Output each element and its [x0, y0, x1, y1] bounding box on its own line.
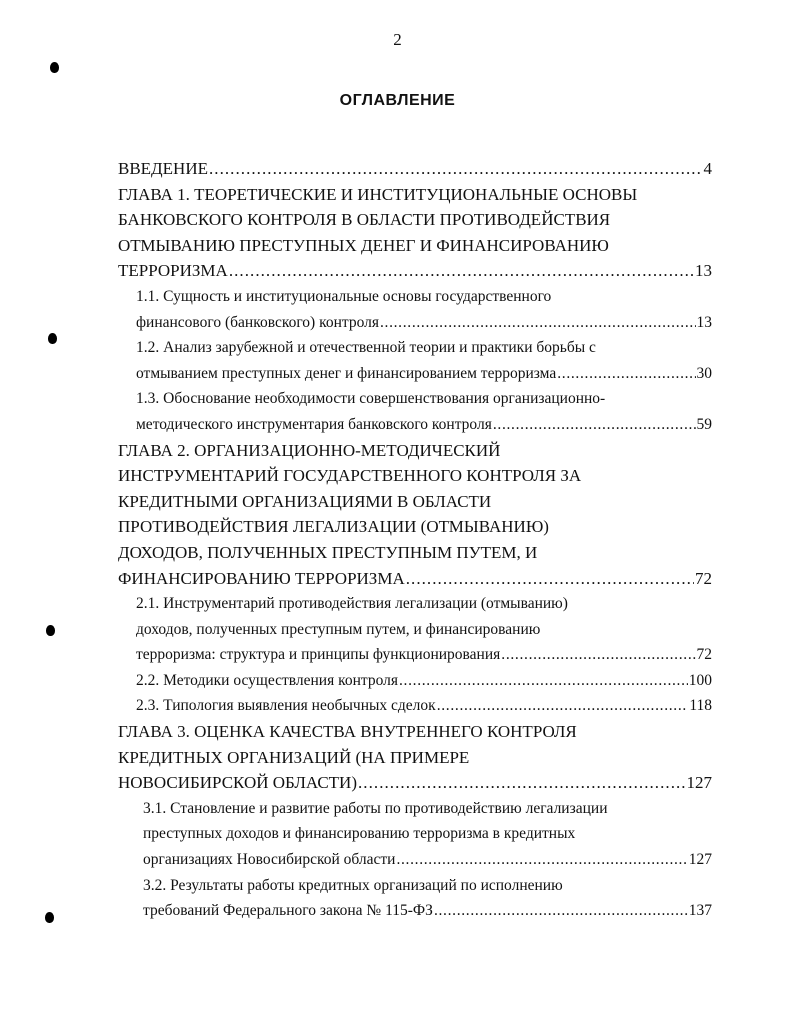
toc-section-entry[interactable] [118, 693, 712, 719]
page-number: 2 [393, 30, 402, 49]
toc-section-entry[interactable] [118, 668, 712, 694]
toc-entry-last-line [136, 412, 712, 438]
toc-section-entry[interactable] [118, 796, 712, 873]
toc-entry-line: ИНСТРУМЕНТАРИЙ ГОСУДАРСТВЕННОГО КОНТРОЛЯ ЗА [118, 466, 582, 486]
dot-leader [493, 412, 696, 438]
toc-entry-last-line [136, 693, 712, 719]
toc-page-number: 4 [703, 159, 712, 178]
toc-entry-last-line [136, 642, 712, 668]
dot-leader [557, 361, 695, 387]
toc-entry-last-line [143, 847, 712, 873]
toc-entry-last-line [136, 668, 712, 694]
toc-entry-line: ГЛАВА 1. ТЕОРЕТИЧЕСКИЕ И ИНСТИТУЦИОНАЛЬНЫЕ ОСНОВЫ [118, 184, 638, 204]
toc-entry-line: ФИНАНСИРОВАНИЮ ТЕРРОРИЗМА [118, 568, 405, 588]
toc-chapter-entry[interactable] [118, 156, 712, 182]
toc-entry-line: ГЛАВА 2. ОРГАНИЗАЦИОННО-МЕТОДИЧЕСКИЙ [118, 440, 501, 460]
toc-page-number: 127 [688, 851, 712, 869]
toc-chapter-entry[interactable] [118, 182, 712, 284]
dot-leader [501, 642, 695, 668]
toc-entry-line: КРЕДИТНЫХ ОРГАНИЗАЦИЙ (НА ПРИМЕРЕ [118, 747, 470, 767]
toc-entry-last-line [143, 898, 712, 924]
toc-entry-line: НОВОСИБИРСКОЙ ОБЛАСТИ) [118, 773, 357, 793]
toc-page-number: 13 [696, 313, 712, 331]
toc-entry-line: доходов, полученных преступным путем, и финансированию [136, 620, 541, 638]
toc-entry-line: ДОХОДОВ, ПОЛУЧЕННЫХ ПРЕСТУПНЫМ ПУТЕМ, И [118, 542, 538, 562]
toc-section-entry[interactable] [118, 335, 712, 386]
toc-page-number: 59 [696, 415, 712, 433]
toc-section-entry[interactable] [118, 873, 712, 924]
toc-entry-last-line [136, 361, 712, 387]
toc-entry-line: 2.1. Инструментарий противодействия легализации (отмыванию) [136, 595, 568, 613]
toc-chapter-entry[interactable] [118, 719, 712, 796]
toc-page-number: 13 [695, 261, 712, 281]
toc-page-number: 137 [688, 902, 712, 920]
dot-leader [434, 898, 688, 924]
binding-hole-mark [45, 912, 54, 923]
toc-entry-line: ТЕРРОРИЗМА [118, 261, 228, 281]
toc-entry-line: ПРОТИВОДЕЙСТВИЯ ЛЕГАЛИЗАЦИИ (ОТМЫВАНИЮ) [118, 517, 549, 537]
toc-entry-line: 3.1. Становление и развитие работы по противодействию легализации [143, 799, 608, 817]
toc-entry-last-line [118, 156, 712, 182]
dot-leader [229, 258, 694, 284]
dot-leader [358, 770, 686, 796]
toc-page-number: 127 [686, 773, 712, 793]
dot-leader [209, 156, 703, 182]
toc-entry-line: отмыванием преступных денег и финансированием терроризма [136, 364, 557, 382]
toc-entry-line: КРЕДИТНЫМИ ОРГАНИЗАЦИЯМИ В ОБЛАСТИ [118, 491, 492, 511]
binding-hole-mark [46, 625, 55, 636]
toc-entry-line: 3.2. Результаты работы кредитных организаций по исполнению [143, 876, 563, 894]
toc-entry-line: терроризма: структура и принципы функционирования [136, 646, 501, 664]
toc-entry-last-line [118, 566, 712, 592]
toc-entry-line: ГЛАВА 3. ОЦЕНКА КАЧЕСТВА ВНУТРЕННЕГО КОНТРОЛЯ [118, 722, 577, 742]
toc-entry-last-line [118, 770, 712, 796]
toc-section-entry[interactable] [118, 386, 712, 437]
dot-leader [380, 310, 696, 336]
toc-entry-line: методического инструментария банковского контроля [136, 415, 492, 433]
toc-entry-line: организациях Новосибирской области [143, 851, 396, 869]
binding-hole-mark [50, 62, 59, 73]
toc-entry-line: требований Федерального закона № 115-ФЗ [143, 902, 433, 920]
toc-entry-line: 1.2. Анализ зарубежной и отечественной теории и практики борьбы с [136, 339, 596, 357]
toc-page-number: 72 [696, 646, 712, 664]
dot-leader [399, 668, 688, 694]
toc-page-number: 72 [695, 568, 712, 588]
binding-hole-mark [48, 333, 57, 344]
toc-page-number: 118 [689, 697, 712, 715]
toc-entry-line: 1.3. Обоснование необходимости совершенствования организационно- [136, 390, 606, 408]
toc-page-number: 30 [696, 364, 712, 382]
dot-leader [396, 847, 687, 873]
toc-entry-line: ВВЕДЕНИЕ [118, 159, 208, 178]
toc-entry-line: финансового (банковского) контроля [136, 313, 379, 331]
toc-entry-line: 1.1. Сущность и институциональные основы государственного [136, 287, 552, 305]
toc-entry-line: ОТМЫВАНИЮ ПРЕСТУПНЫХ ДЕНЕГ И ФИНАНСИРОВАНИЮ [118, 235, 609, 255]
toc-entry-line: БАНКОВСКОГО КОНТРОЛЯ В ОБЛАСТИ ПРОТИВОДЕЙСТВИЯ [118, 210, 611, 230]
dot-leader [406, 566, 694, 592]
toc-entry-last-line [118, 258, 712, 284]
toc-entry-last-line [136, 310, 712, 336]
toc-section-entry[interactable] [118, 284, 712, 335]
toc-title: ОГЛАВЛЕНИЕ [339, 92, 456, 109]
toc-entry-line: 2.2. Методики осуществления контроля [136, 671, 398, 689]
table-of-contents [118, 156, 712, 924]
toc-section-entry[interactable] [118, 591, 712, 668]
toc-entry-line: 2.3. Типология выявления необычных сделок [136, 697, 436, 715]
toc-entry-line: преступных доходов и финансированию терроризма в кредитных [143, 825, 576, 843]
toc-chapter-entry[interactable] [118, 438, 712, 592]
dot-leader [437, 693, 689, 719]
toc-page-number: 100 [688, 671, 712, 689]
